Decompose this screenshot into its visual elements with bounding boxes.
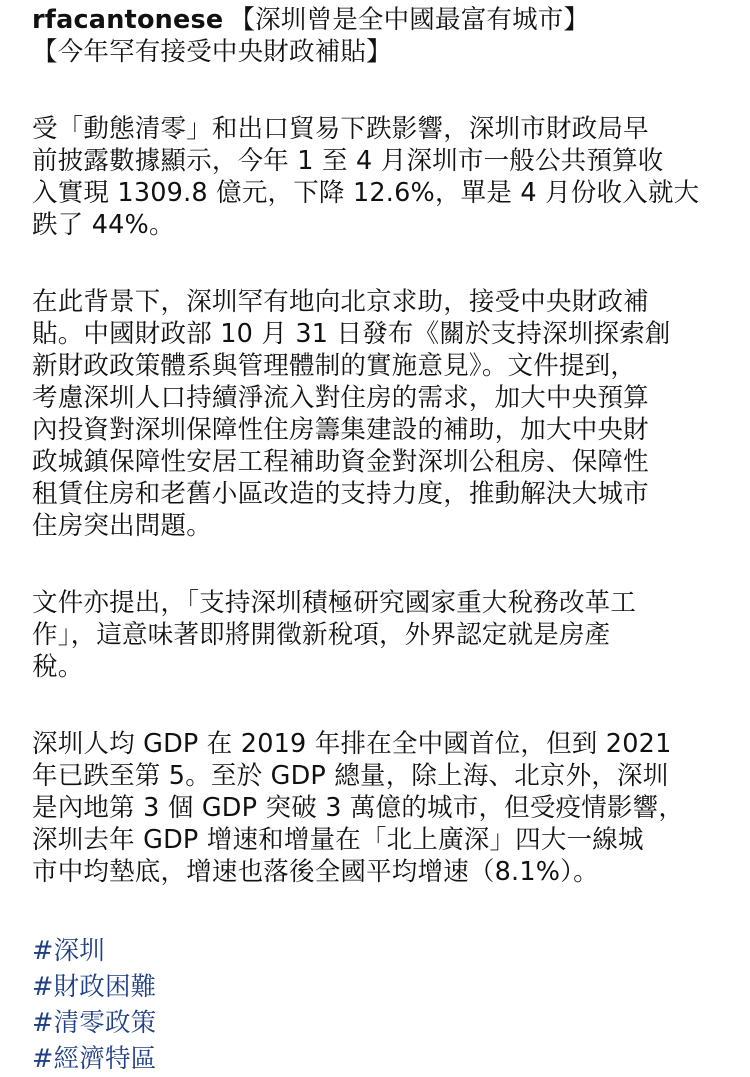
post-caption	[32, 4, 722, 1077]
hashtag-link-shenzhen[interactable]: #深圳	[32, 936, 105, 966]
hashtag-link-special-economic-zone[interactable]: #經濟特區	[32, 1044, 157, 1074]
caption-paragraph-1: 受「動態清零」和出口貿易下跌影響，深圳市財政局早 前披露數據顯示，今年 1 至 4 月深圳市一般公共預算收 入實現 1309.8 億元，下降 12.6%，單是 4 月份收入就大 跌了 44%。	[32, 114, 700, 240]
caption-title-1: 【深圳曾是全中國最富有城市】	[229, 5, 590, 35]
caption-title-2: 【今年罕有接受中央財政補貼】	[32, 37, 392, 67]
caption-paragraph-2: 在此背景下，深圳罕有地向北京求助，接受中央財政補 貼。中國財政部 10 月 31 日發布《關於支持深圳探索創 新財政政策體系與管理體制的實施意見》。文件提到， 考慮深圳人口持續淨流入對住房的需求，加大中央預算 內投資對深圳保障性住房籌集建設的補助，加大中央財 政城鎮保障性安居工程補助資金對深圳公租房、保障性 租賃住房和老舊小區改造的支持力度，推動解決大城市 住房突出問題。	[32, 287, 671, 541]
hashtag-link-fiscal-difficulty[interactable]: #財政困難	[32, 972, 157, 1002]
hashtag-list	[32, 933, 722, 1077]
caption-header	[32, 4, 722, 68]
hashtag-link-zero-covid-policy[interactable]: #清零政策	[32, 1008, 157, 1038]
username-link[interactable]: rfacantonese	[32, 5, 224, 35]
caption-header-line-1	[32, 4, 722, 36]
caption-paragraph-4: 深圳人均 GDP 在 2019 年排在全中國首位，但到 2021 年已跌至第 5。至於 GDP 總量，除上海、北京外，深圳 是內地第 3 個 GDP 突破 3 萬億的城市，但受疫情影響， 深圳去年 GDP 增速和增量在「北上廣深」四大一線城 市中均墊底，增速也落後全國平均增速（8.1%）。	[32, 729, 685, 887]
caption-paragraph-3: 文件亦提出，「支持深圳積極研究國家重大稅務改革工 作」，這意味著即將開徵新稅項，外界認定就是房產 稅。	[32, 588, 637, 682]
